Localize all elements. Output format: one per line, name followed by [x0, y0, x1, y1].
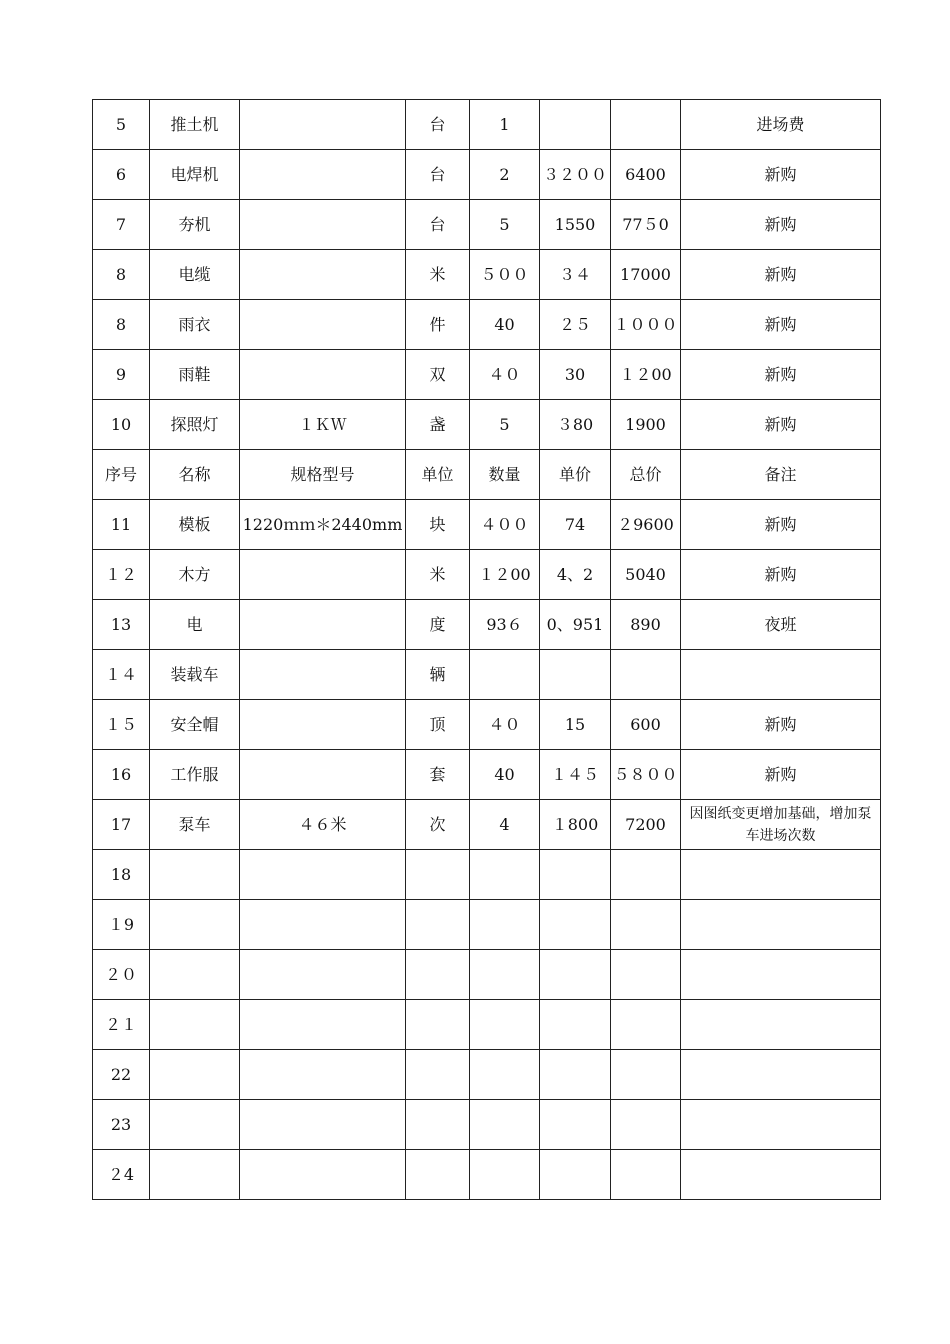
cell-note: 新购 — [681, 250, 881, 300]
cell-unit: 块 — [406, 500, 470, 550]
cell-unit: 件 — [406, 300, 470, 350]
table-row — [93, 850, 881, 900]
cell-price — [540, 650, 611, 700]
cell-note: 新购 — [681, 750, 881, 800]
cell-note: 新购 — [681, 200, 881, 250]
cell-spec — [240, 750, 406, 800]
cell-total — [611, 100, 681, 150]
cell-seq: 23 — [93, 1100, 150, 1150]
cell-total: 总价 — [611, 450, 681, 500]
cell-total — [611, 1050, 681, 1100]
cell-price: ３４ — [540, 250, 611, 300]
cell-price: 0、951 — [540, 600, 611, 650]
cell-price: ２５ — [540, 300, 611, 350]
cell-total: 7200 — [611, 800, 681, 850]
cell-price: 74 — [540, 500, 611, 550]
cell-seq: 8 — [93, 250, 150, 300]
table-row — [93, 250, 881, 300]
cell-unit — [406, 950, 470, 1000]
cell-note: 备注 — [681, 450, 881, 500]
cell-total: ２9600 — [611, 500, 681, 550]
cell-qty: １２00 — [470, 550, 540, 600]
cell-spec — [240, 850, 406, 900]
cell-qty: ５００ — [470, 250, 540, 300]
table-row — [93, 800, 881, 850]
cell-name: 推土机 — [150, 100, 240, 150]
cell-spec — [240, 250, 406, 300]
cell-unit: 米 — [406, 550, 470, 600]
cell-spec — [240, 600, 406, 650]
cell-unit: 台 — [406, 200, 470, 250]
cell-spec: 规格型号 — [240, 450, 406, 500]
cell-name: 电焊机 — [150, 150, 240, 200]
cell-unit — [406, 1000, 470, 1050]
cell-price: ３80 — [540, 400, 611, 450]
cell-name: 电缆 — [150, 250, 240, 300]
table-row — [93, 950, 881, 1000]
cell-unit — [406, 1150, 470, 1200]
cell-seq: １４ — [93, 650, 150, 700]
cell-qty — [470, 950, 540, 1000]
cell-note: 因图纸变更增加基础，增加泵车进场次数 — [681, 800, 881, 850]
table-row — [93, 1150, 881, 1200]
cell-seq: １５ — [93, 700, 150, 750]
cell-total: 600 — [611, 700, 681, 750]
cell-name: 雨衣 — [150, 300, 240, 350]
cell-name — [150, 1100, 240, 1150]
cell-unit: 米 — [406, 250, 470, 300]
cell-unit: 次 — [406, 800, 470, 850]
cell-price — [540, 1100, 611, 1150]
cell-seq: 6 — [93, 150, 150, 200]
cell-note — [681, 900, 881, 950]
cell-unit — [406, 1050, 470, 1100]
cell-name — [150, 850, 240, 900]
cell-spec — [240, 1100, 406, 1150]
cell-name: 装载车 — [150, 650, 240, 700]
cell-qty: 2 — [470, 150, 540, 200]
cell-total: ５８００ — [611, 750, 681, 800]
cell-total — [611, 950, 681, 1000]
cell-unit — [406, 1100, 470, 1150]
table-row — [93, 500, 881, 550]
cell-unit: 套 — [406, 750, 470, 800]
cell-spec — [240, 650, 406, 700]
table-row — [93, 350, 881, 400]
cell-name: 电 — [150, 600, 240, 650]
cell-qty — [470, 1000, 540, 1050]
cell-note — [681, 1000, 881, 1050]
cell-total: 1900 — [611, 400, 681, 450]
cell-note: 新购 — [681, 400, 881, 450]
cell-spec — [240, 300, 406, 350]
cell-spec — [240, 700, 406, 750]
cell-price — [540, 1150, 611, 1200]
table-row — [93, 750, 881, 800]
cell-qty: 40 — [470, 750, 540, 800]
table-row — [93, 100, 881, 150]
cell-name: 安全帽 — [150, 700, 240, 750]
cell-spec: １ＫＷ — [240, 400, 406, 450]
cell-price: １800 — [540, 800, 611, 850]
cell-note: 新购 — [681, 700, 881, 750]
cell-unit: 双 — [406, 350, 470, 400]
table-row — [93, 200, 881, 250]
cell-unit: 单位 — [406, 450, 470, 500]
cell-name — [150, 1050, 240, 1100]
cell-name: 木方 — [150, 550, 240, 600]
cell-price — [540, 850, 611, 900]
cell-name: 夯机 — [150, 200, 240, 250]
cell-qty: 1 — [470, 100, 540, 150]
cell-total: １２00 — [611, 350, 681, 400]
cell-qty — [470, 1100, 540, 1150]
cell-price: ３２００ — [540, 150, 611, 200]
table-row — [93, 150, 881, 200]
cell-total — [611, 900, 681, 950]
cell-total — [611, 1150, 681, 1200]
cell-qty: 5 — [470, 400, 540, 450]
cell-note — [681, 1050, 881, 1100]
cell-name: 名称 — [150, 450, 240, 500]
cell-name — [150, 950, 240, 1000]
cell-spec — [240, 900, 406, 950]
cell-unit — [406, 900, 470, 950]
cell-name: 探照灯 — [150, 400, 240, 450]
cell-qty: 93６ — [470, 600, 540, 650]
cell-total: 17000 — [611, 250, 681, 300]
cell-price: 1550 — [540, 200, 611, 250]
table-row — [93, 600, 881, 650]
cell-total: 77５0 — [611, 200, 681, 250]
cell-price: １４５ — [540, 750, 611, 800]
cell-note — [681, 650, 881, 700]
cell-seq: １9 — [93, 900, 150, 950]
cell-spec — [240, 1150, 406, 1200]
cell-name: 模板 — [150, 500, 240, 550]
table-row — [93, 300, 881, 350]
cell-total: １０００ — [611, 300, 681, 350]
cell-spec — [240, 200, 406, 250]
cell-total — [611, 850, 681, 900]
cell-unit: 辆 — [406, 650, 470, 700]
cell-note: 新购 — [681, 350, 881, 400]
cell-price — [540, 900, 611, 950]
table-row — [93, 1050, 881, 1100]
cell-note: 进场费 — [681, 100, 881, 150]
cell-seq: 7 — [93, 200, 150, 250]
cell-price: 单价 — [540, 450, 611, 500]
cell-spec — [240, 1000, 406, 1050]
cell-seq: 17 — [93, 800, 150, 850]
cell-note: 新购 — [681, 150, 881, 200]
cell-note: 新购 — [681, 500, 881, 550]
cell-qty: 数量 — [470, 450, 540, 500]
cell-total — [611, 1000, 681, 1050]
cell-note: 夜班 — [681, 600, 881, 650]
table-row — [93, 400, 881, 450]
cell-qty — [470, 1150, 540, 1200]
cell-qty: 40 — [470, 300, 540, 350]
cell-total — [611, 650, 681, 700]
cell-seq: 10 — [93, 400, 150, 450]
cell-price: 15 — [540, 700, 611, 750]
cell-price — [540, 1000, 611, 1050]
cell-total: 890 — [611, 600, 681, 650]
cell-price — [540, 950, 611, 1000]
cell-note — [681, 1100, 881, 1150]
cell-price: 30 — [540, 350, 611, 400]
cell-seq: ２０ — [93, 950, 150, 1000]
cell-spec — [240, 350, 406, 400]
equipment-table — [92, 99, 881, 1200]
cell-seq: 22 — [93, 1050, 150, 1100]
cell-seq: ２１ — [93, 1000, 150, 1050]
table-row — [93, 900, 881, 950]
cell-seq: １２ — [93, 550, 150, 600]
cell-qty: ４００ — [470, 500, 540, 550]
cell-qty — [470, 650, 540, 700]
cell-qty: ４０ — [470, 350, 540, 400]
cell-note — [681, 850, 881, 900]
header-row — [93, 450, 881, 500]
cell-unit: 度 — [406, 600, 470, 650]
cell-spec: ４６米 — [240, 800, 406, 850]
cell-note — [681, 950, 881, 1000]
cell-qty — [470, 1050, 540, 1100]
cell-price — [540, 1050, 611, 1100]
cell-name: 雨鞋 — [150, 350, 240, 400]
cell-spec — [240, 100, 406, 150]
cell-seq: 16 — [93, 750, 150, 800]
cell-name: 工作服 — [150, 750, 240, 800]
cell-note: 新购 — [681, 300, 881, 350]
cell-seq: 11 — [93, 500, 150, 550]
cell-unit: 顶 — [406, 700, 470, 750]
cell-spec: 1220ｍｍ＊2440mm — [240, 500, 406, 550]
table-row — [93, 1100, 881, 1150]
cell-unit: 台 — [406, 150, 470, 200]
cell-name — [150, 900, 240, 950]
table-row — [93, 1000, 881, 1050]
cell-unit — [406, 850, 470, 900]
cell-total: 6400 — [611, 150, 681, 200]
table-row — [93, 650, 881, 700]
cell-qty — [470, 900, 540, 950]
cell-seq: 8 — [93, 300, 150, 350]
cell-qty: 5 — [470, 200, 540, 250]
table-row — [93, 550, 881, 600]
cell-total: 5040 — [611, 550, 681, 600]
cell-seq: 5 — [93, 100, 150, 150]
cell-name — [150, 1150, 240, 1200]
cell-price: 4、2 — [540, 550, 611, 600]
cell-qty — [470, 850, 540, 900]
cell-total — [611, 1100, 681, 1150]
cell-spec — [240, 150, 406, 200]
cell-spec — [240, 1050, 406, 1100]
cell-unit: 台 — [406, 100, 470, 150]
cell-seq: 序号 — [93, 450, 150, 500]
cell-qty: ４０ — [470, 700, 540, 750]
cell-qty: 4 — [470, 800, 540, 850]
cell-unit: 盏 — [406, 400, 470, 450]
cell-spec — [240, 950, 406, 1000]
cell-note — [681, 1150, 881, 1200]
cell-seq: 18 — [93, 850, 150, 900]
cell-seq: 13 — [93, 600, 150, 650]
cell-price — [540, 100, 611, 150]
table-row — [93, 700, 881, 750]
cell-name: 泵车 — [150, 800, 240, 850]
cell-spec — [240, 550, 406, 600]
cell-seq: ２4 — [93, 1150, 150, 1200]
cell-seq: 9 — [93, 350, 150, 400]
cell-name — [150, 1000, 240, 1050]
cell-note: 新购 — [681, 550, 881, 600]
